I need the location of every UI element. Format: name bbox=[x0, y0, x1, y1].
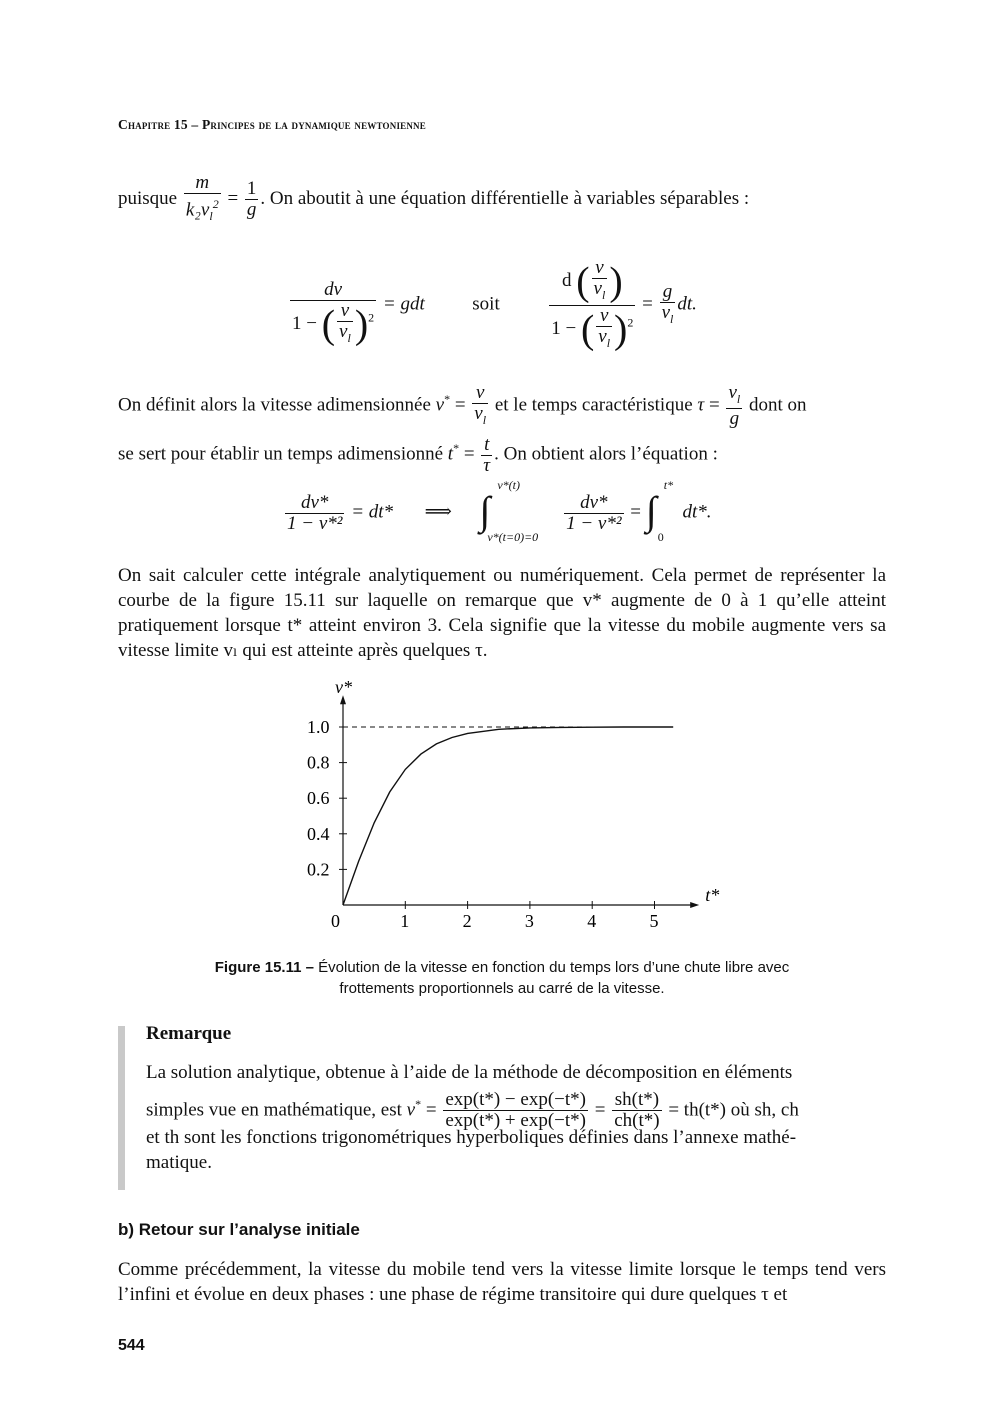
x-tick-label: 1 bbox=[400, 911, 410, 931]
remark-body: La solution analytique, obtenue à l’aide de la méthode de décomposition en éléments simples vue en mathématique, est v* = $\frac{\exp(t*) - \exp(-t*)}{\exp(t*) + \exp(-t*)}$ = $\frac{sh(t*)}{ch(t*)}$ = th(t*) où sh, ch et th sont les fonctions trigonométriques hyperboliques définies dans l’annexe mathé- matique. bbox=[146, 1062, 799, 1174]
remark-bar bbox=[118, 1026, 125, 1190]
chapter-title: Principes de la dynamique newtonienne bbox=[201, 117, 426, 132]
chapter-label: Chapitre 15 – bbox=[118, 117, 199, 132]
paragraph-definitions: On définit alors la vitesse adimensionnée v* = $\frac{v}{v_l}$ et le temps caractéristique τ = $\frac{v_l}{g}$ dont on se sert pour établir un temps adimensionné t* = $\frac{t}{\tau}$ . On obtient alors l’équation : bbox=[118, 381, 807, 476]
velocity-curve bbox=[343, 727, 673, 905]
y-tick-label: 0.8 bbox=[307, 752, 330, 773]
x-axis-label: t* bbox=[705, 885, 720, 905]
section-paragraph: Comme précédemment, la vitesse du mobile tend vers la vitesse limite lorsque le temps tend vers l’infini et évolue en deux phases : une phase de régime transitoire qui dure quelques τ et bbox=[118, 1259, 886, 1305]
running-head bbox=[118, 117, 426, 133]
fraction-1-over-g: $\frac{1}{g}$ bbox=[246, 178, 257, 221]
y-tick-label: 0.2 bbox=[307, 859, 330, 880]
figure-chart bbox=[290, 677, 720, 938]
x-tick-label: 5 bbox=[649, 911, 659, 931]
remark-title: Remarque bbox=[146, 1023, 232, 1044]
fraction-m-over-k2vl2: $\frac{m}{k_2v_l^2}$ bbox=[185, 172, 219, 224]
paragraph-intro: puisque $\frac{m}{k_2v_l^2}$ = $\frac{1}{g}$ . On aboutit à une équation différentielle à variables séparables : bbox=[118, 173, 886, 226]
equation-integral: $\frac{dv*}{\text{1 − v*²}}$ = dt* ⟹ ∫ v*(t) v*(t=0)=0 $\frac{dv*}{\text{1 − v*²}}$ = ∫ t* 0 dt*. bbox=[287, 478, 712, 544]
x-axis-arrow bbox=[690, 902, 699, 908]
section-heading: b) Retour sur l’analyse initiale bbox=[118, 1220, 360, 1239]
x-tick-label: 0 bbox=[331, 911, 340, 931]
figure-caption: Figure 15.11 – Évolution de la vitesse en fonction du temps lors d’une chute libre avec frottements proportionnels au carré de la vitesse. bbox=[214, 959, 790, 997]
figure-label: Figure 15.11 bbox=[214, 959, 302, 976]
page-number: 544 bbox=[118, 1337, 145, 1354]
y-tick-label: 1.0 bbox=[307, 717, 330, 737]
equation-separable: dv 1 − ( $\frac{v}{v_l}$ )$^2$ = gdt soit d ( $\frac{v}{v_l}$ ) 1 − ( $\frac{v}{v_l}$ )$^2$ = $\frac{g}{v_l}$ dt. bbox=[292, 257, 697, 352]
x-tick-label: 3 bbox=[524, 911, 534, 931]
x-tick-label: 4 bbox=[587, 911, 597, 931]
paragraph-figure-intro: On sait calculer cette intégrale analytiquement ou numériquement. Cela permet de représenter la courbe de la figure 15.11 sur laquelle on remarque que v* augmente de 0 à 1 qu’elle atteint pratiquement lorsque t* atteint environ 3. Cela signifie que la vitesse du mobile augmente vers sa vitesse limite vₗ qui est atteinte après quelques τ. bbox=[118, 565, 886, 661]
y-tick-label: 0.6 bbox=[307, 788, 330, 809]
y-axis-label: v* bbox=[335, 677, 352, 698]
x-tick-label: 2 bbox=[462, 911, 472, 931]
y-tick-label: 0.4 bbox=[307, 823, 330, 844]
